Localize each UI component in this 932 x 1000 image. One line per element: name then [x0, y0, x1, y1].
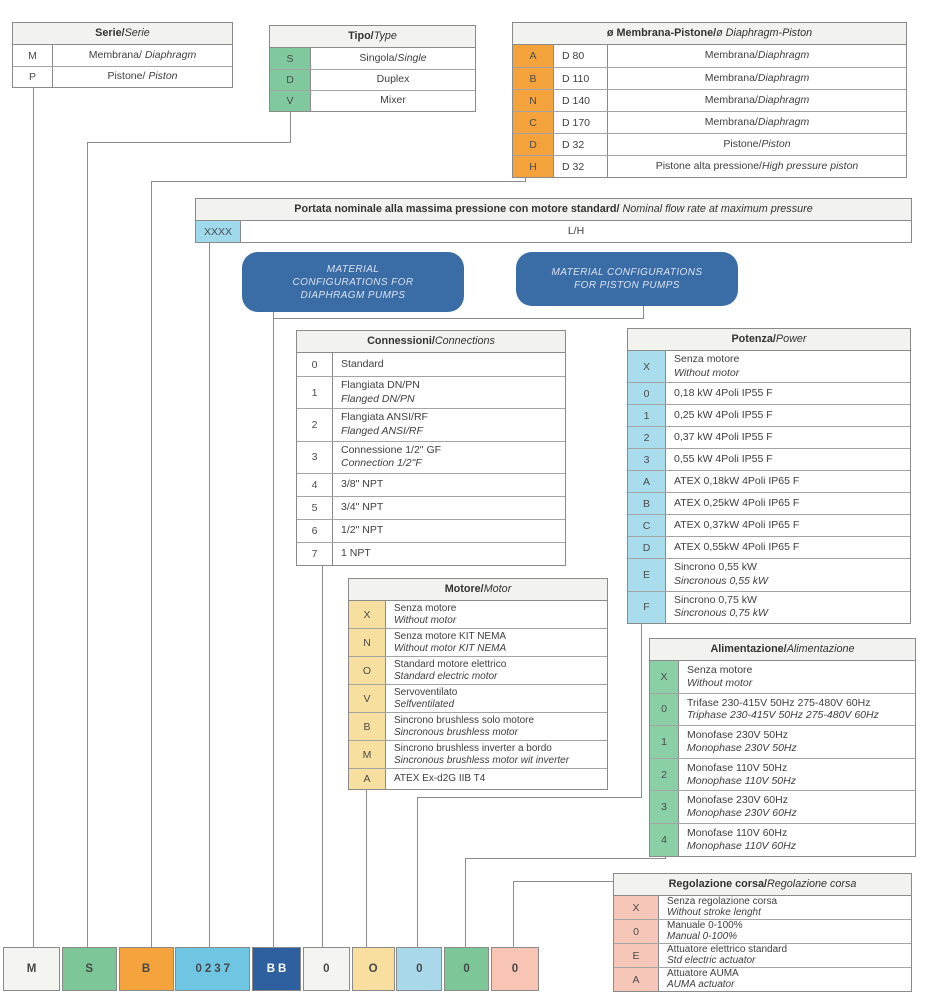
table-row [297, 376, 565, 408]
size-cell: D 80 [554, 45, 608, 67]
table-row [628, 558, 910, 590]
description-cell: Flangiata ANSI/RF Flanged ANSI/RF [341, 411, 428, 437]
description-cell: Attuatore elettrico standard Std electric actuator [667, 944, 788, 966]
key-cell: O [349, 657, 386, 684]
key-cell: 4 [650, 824, 679, 856]
table-row [297, 519, 565, 542]
table-row [650, 693, 915, 726]
key-cell: X [614, 896, 659, 919]
table-header-motore: Motore/Motor [349, 579, 607, 601]
key-cell: C [628, 515, 666, 536]
key-cell: 2 [650, 759, 679, 791]
description-cell: Connessione 1/2" GF Connection 1/2"F [341, 443, 442, 470]
code-cell-4: BB [252, 947, 301, 991]
table-header-alimentazione: Alimentazione/Alimentazione [650, 639, 915, 661]
code-cell-0: M [3, 947, 60, 991]
key-cell: M [349, 741, 386, 768]
table-row [628, 536, 910, 558]
description-cell: Singola/ Single [359, 51, 427, 64]
connector-line-membrana [151, 181, 152, 948]
table-row [297, 441, 565, 473]
table-row [196, 221, 911, 242]
key-cell: 2 [628, 427, 666, 448]
description-cell: 0,25 kW 4Poli IP55 F [674, 408, 773, 421]
table-row [349, 740, 607, 768]
key-cell: 4 [297, 474, 333, 496]
key-cell: 3 [650, 791, 679, 823]
table-row [297, 408, 565, 440]
key-cell: 7 [297, 543, 333, 565]
key-cell: A [628, 471, 666, 492]
description-cell: 0,37 kW 4Poli IP55 F [674, 430, 773, 443]
material-box-line: MATERIAL CONFIGURATIONS [551, 267, 703, 278]
description-cell: Monofase 110V 50Hz Monophase 110V 50Hz [687, 761, 796, 787]
description-cell: Pistone alta pressione/ High pressure piston [655, 159, 859, 172]
material-box-line: FOR PISTON PUMPS [574, 280, 680, 291]
connector-line-portata [209, 228, 210, 948]
size-cell: D 140 [554, 90, 608, 111]
key-cell: 5 [297, 497, 333, 519]
key-cell: 0 [650, 694, 679, 726]
table-row [349, 684, 607, 712]
table-alimentazione [649, 638, 916, 857]
key-cell: N [349, 629, 386, 656]
description-cell: Membrana/ Diaphragm [88, 48, 197, 61]
table-row [297, 496, 565, 519]
connector-line-regolazione [513, 881, 514, 948]
product-code-row [3, 947, 539, 991]
key-cell: B [513, 68, 554, 89]
connector-line-potenza-elbow [417, 797, 642, 798]
table-row [349, 768, 607, 789]
key-cell: 6 [297, 520, 333, 542]
key-cell: D [270, 70, 311, 90]
table-row [513, 89, 906, 111]
description-cell: ATEX 0,55kW 4Poli IP65 F [674, 540, 800, 553]
table-header-membrana: ø Membrana-Pistone/ø Diaphragm-Piston [513, 23, 906, 45]
description-cell: Monofase 230V 50Hz Monophase 230V 50Hz [687, 729, 797, 754]
description-cell: Standard [341, 357, 384, 370]
key-cell: V [270, 91, 311, 111]
code-cell-9: 0 [491, 947, 539, 991]
table-potenza [627, 328, 911, 624]
table-row [628, 470, 910, 492]
description-cell: Duplex [376, 73, 410, 86]
connector-line-serie [33, 84, 34, 948]
connector-line-membrana-elbow [151, 181, 526, 182]
description-cell: Monofase 110V 60Hz Monophase 110V 60Hz [687, 826, 796, 852]
description-cell: Membrana/ Diaphragm [704, 49, 810, 62]
description-cell: Sincrono brushless inverter a bordo Sincronous brushless motor wit inverter [394, 743, 570, 766]
description-cell: Flangiata DN/PN Flanged DN/PN [341, 379, 420, 405]
table-row [628, 404, 910, 426]
table-header-serie: Serie/Serie [13, 23, 232, 45]
description-cell: 0,55 kW 4Poli IP55 F [674, 452, 773, 465]
key-cell: 2 [297, 409, 333, 440]
key-cell: P [13, 67, 53, 87]
key-cell: F [628, 592, 666, 623]
connector-line-regolazione-elbow [513, 881, 613, 882]
key-cell: X [349, 601, 386, 628]
description-cell: ATEX 0,25kW 4Poli IP65 F [674, 496, 800, 509]
table-header-connessioni: Connessioni/Connections [297, 331, 565, 353]
table-row [297, 542, 565, 565]
description-cell: Pistone/ Piston [107, 70, 178, 83]
table-row [349, 656, 607, 684]
key-cell: 1 [297, 377, 333, 408]
connector-line-alimentazione [465, 858, 466, 948]
description-cell: Manuale 0-100% Manual 0-100% [667, 920, 743, 942]
table-tipo [269, 25, 476, 112]
key-cell: 3 [297, 442, 333, 473]
description-cell: Mixer [380, 94, 406, 107]
table-row [650, 823, 915, 856]
code-cell-1: S [62, 947, 117, 991]
connector-line-material [273, 302, 274, 948]
description-cell: Senza motore KIT NEMA Without motor KIT NEMA [394, 631, 507, 654]
table-row [513, 67, 906, 89]
table-row [628, 448, 910, 470]
key-cell: E [614, 944, 659, 967]
description-cell: 1/2" NPT [341, 524, 384, 537]
connector-line-potenza-stub [641, 608, 642, 798]
key-cell: 3 [628, 449, 666, 470]
description-cell: 3/8" NPT [341, 478, 384, 491]
table-regolazione-corsa [613, 873, 912, 992]
description-cell: Sincrono brushless solo motore Sincronous brushless motor [394, 715, 535, 738]
table-row [650, 725, 915, 758]
table-row [513, 155, 906, 177]
connector-line-potenza [417, 797, 418, 948]
key-cell: 1 [650, 726, 679, 758]
table-row [13, 45, 232, 66]
key-cell: A [349, 769, 386, 789]
table-connessioni [296, 330, 566, 566]
table-serie [12, 22, 233, 88]
table-row [513, 45, 906, 67]
description-cell: 3/4" NPT [341, 501, 384, 514]
description-cell: Sincrono 0,55 kW Sincronous 0,55 kW [674, 561, 768, 587]
table-motore [348, 578, 608, 790]
table-row [650, 661, 915, 693]
description-cell: Senza regolazione corsa Without stroke lenght [667, 896, 778, 918]
description-cell: L/H [567, 224, 585, 237]
key-cell: 0 [614, 920, 659, 943]
key-cell: D [628, 537, 666, 558]
material-config-piston-box [516, 252, 738, 306]
table-row [297, 473, 565, 496]
table-row [650, 790, 915, 823]
description-cell: Sincrono 0,75 kW Sincronous 0,75 kW [674, 593, 768, 620]
table-row [614, 896, 911, 919]
table-row [614, 943, 911, 967]
key-cell: M [13, 45, 53, 66]
table-header-regolazione: Regolazione corsa/Regolazione corsa [614, 874, 911, 896]
key-cell: E [628, 559, 666, 590]
key-cell: B [349, 713, 386, 740]
key-cell: 1 [628, 405, 666, 426]
table-header-tipo: Tipo/Type [270, 26, 475, 48]
table-row [270, 69, 475, 90]
description-cell: Senza motore Without motor [674, 353, 740, 379]
code-cell-6: O [352, 947, 395, 991]
description-cell: Membrana/ Diaphragm [704, 115, 810, 128]
description-cell: Trifase 230-415V 50Hz 275-480V 60Hz Triphase 230-415V 50Hz 275-480V 60Hz [687, 696, 879, 722]
material-config-diaphragm-box [242, 252, 464, 312]
description-cell: Membrana/ Diaphragm [704, 71, 810, 84]
table-row [270, 90, 475, 111]
material-box-line: DIAPHRAGM PUMPS [300, 289, 406, 301]
code-cell-2: B [119, 947, 174, 991]
description-cell: Servoventilato Selfventilated [394, 687, 458, 710]
key-cell: B [628, 493, 666, 514]
description-cell: ATEX Ex-d2G IIB T4 [394, 773, 486, 785]
description-cell: Standard motore elettrico Standard electric motor [394, 659, 507, 682]
table-header-potenza: Potenza/Power [628, 329, 910, 351]
table-row [270, 48, 475, 69]
table-row [614, 967, 911, 991]
description-cell: Pistone/ Piston [723, 137, 791, 150]
key-cell: 0 [628, 383, 666, 404]
table-row [614, 919, 911, 943]
table-row [650, 758, 915, 791]
key-cell: D [513, 134, 554, 155]
connector-line-alimentazione-elbow [465, 858, 666, 859]
description-cell: 0,18 kW 4Poli IP55 F [674, 386, 773, 399]
description-cell: Monofase 230V 60Hz Monophase 230V 60Hz [687, 794, 797, 820]
table-row [513, 111, 906, 133]
table-row [628, 514, 910, 536]
material-box-line: CONFIGURATIONS FOR [292, 276, 414, 288]
table-row [628, 351, 910, 382]
table-row [513, 133, 906, 155]
description-cell: Membrana/ Diaphragm [704, 93, 810, 106]
size-cell: D 32 [554, 134, 608, 155]
table-row [628, 492, 910, 514]
description-cell: Attuatore AUMA AUMA actuator [667, 968, 739, 990]
table-row [13, 66, 232, 87]
material-box-line: MATERIAL [326, 263, 380, 275]
key-cell: XXXX [196, 221, 241, 242]
table-row [349, 628, 607, 656]
connector-line-material-elbow [273, 318, 644, 319]
size-cell: D 32 [554, 156, 608, 177]
description-cell: Senza motore Without motor [394, 603, 457, 626]
code-cell-5: 0 [303, 947, 350, 991]
description-cell: ATEX 0,37kW 4Poli IP65 F [674, 518, 800, 531]
key-cell: H [513, 156, 554, 177]
table-row [628, 426, 910, 448]
key-cell: A [513, 45, 554, 67]
key-cell: N [513, 90, 554, 111]
code-cell-3: 0237 [175, 947, 250, 991]
table-membrana-pistone [512, 22, 907, 178]
table-row [297, 353, 565, 376]
key-cell: C [513, 112, 554, 133]
key-cell: X [650, 661, 679, 693]
connector-line-tipo [87, 142, 88, 948]
description-cell: Senza motore Without motor [687, 664, 753, 689]
key-cell: A [614, 968, 659, 991]
table-row [628, 591, 910, 623]
key-cell: S [270, 48, 311, 69]
description-cell: ATEX 0,18kW 4Poli IP65 F [674, 474, 800, 487]
table-header-portata: Portata nominale alla massima pressione con motore standard/ Nominal flow rate at maximum pressure [196, 199, 911, 221]
key-cell: V [349, 685, 386, 712]
table-row [349, 712, 607, 740]
code-cell-7: 0 [396, 947, 442, 991]
size-cell: D 110 [554, 68, 608, 89]
code-cell-8: 0 [444, 947, 489, 991]
table-portata [195, 198, 912, 243]
table-row [349, 601, 607, 628]
key-cell: 0 [297, 353, 333, 376]
connector-line-tipo-elbow [87, 142, 291, 143]
table-row [628, 382, 910, 404]
description-cell: 1 NPT [341, 547, 371, 560]
connector-line-connessioni [322, 545, 323, 948]
size-cell: D 170 [554, 112, 608, 133]
key-cell: X [628, 351, 666, 382]
